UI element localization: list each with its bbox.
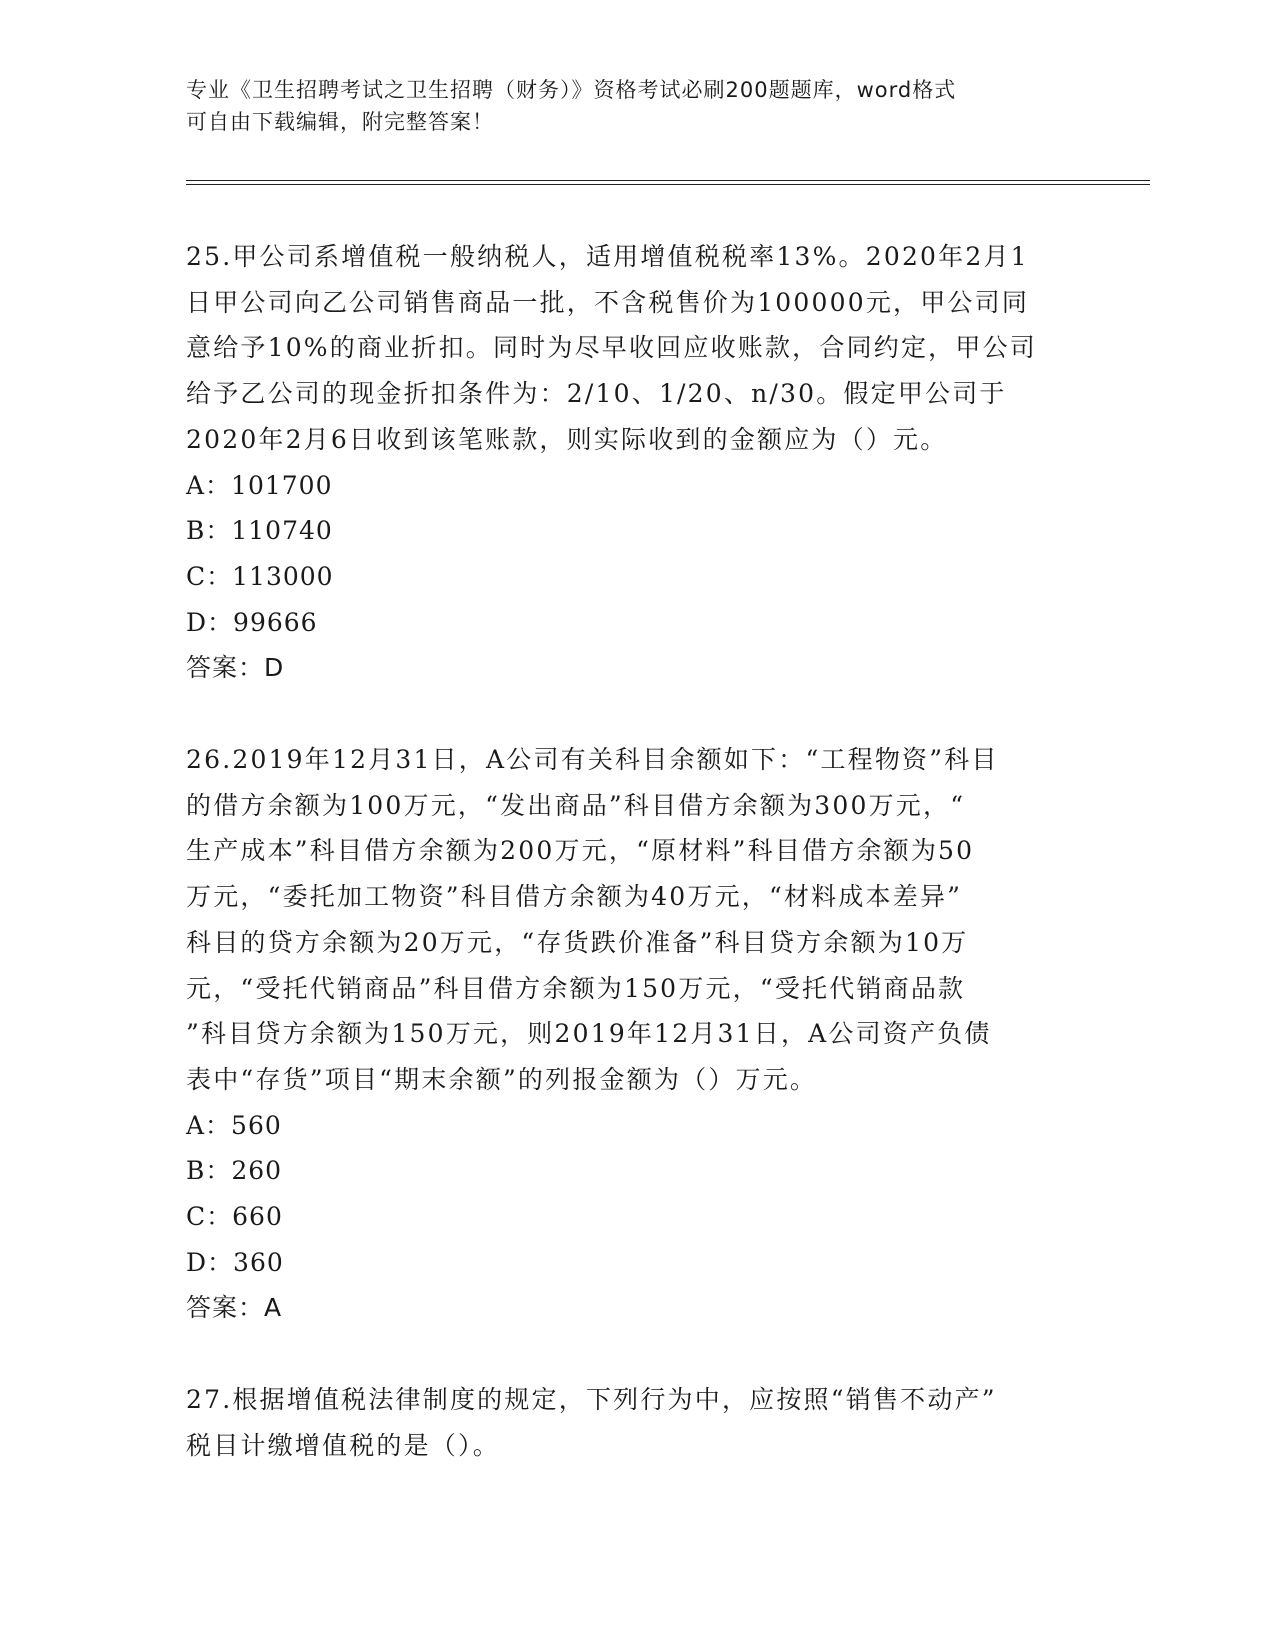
header-divider-bottom: [186, 184, 1150, 185]
option-d: D：360: [186, 1247, 284, 1277]
document-header: [186, 74, 1086, 138]
option-d: D：99666: [186, 607, 318, 637]
option-c: C：660: [186, 1202, 283, 1232]
question-text-line: 意给予10%的商业折扣。同时为尽早收回应收账款，合同约定，甲公司: [186, 333, 1037, 363]
question-text-line: 科目的贷方余额为20万元，“存货跌价准备”科目贷方余额为10万: [186, 927, 969, 957]
question-text-line: ”科目贷方余额为150万元，则2019年12月31日，A公司资产负债: [186, 1019, 992, 1049]
question-text-line: 的借方余额为100万元，“发出商品”科目借方余额为300万元，“: [186, 790, 966, 820]
question-27: [186, 1377, 1086, 1468]
option-b: B：260: [186, 1156, 283, 1186]
question-text-line: 给予乙公司的现金折扣条件为：2/10、1/20、n/30。假定甲公司于: [186, 379, 1007, 409]
question-text-line: 26.2019年12月31日，A公司有关科目余额如下：“工程物资”科目: [186, 745, 999, 775]
question-text-line: 日甲公司向乙公司销售商品一批，不含税售价为100000元，甲公司同: [186, 287, 1030, 317]
question-text-line: 税目计缴增值税的是（）。: [186, 1430, 500, 1460]
question-text-line: 万元，“委托加工物资”科目借方余额为40万元，“材料成本差异”: [186, 882, 963, 912]
header-divider-top: [186, 180, 1150, 181]
document-body: [186, 234, 1086, 1515]
option-a: A：101700: [186, 470, 333, 500]
question-text-line: 表中“存货”项目“期末余额”的列报金额为（）万元。: [186, 1064, 818, 1094]
option-b: B：110740: [186, 516, 333, 546]
option-a: A：560: [186, 1110, 282, 1140]
question-text-line: 25.甲公司系增值税一般纳税人，适用增值税税率13%。2020年2月1: [186, 242, 1029, 271]
header-line-2: 可自由下载编辑，附完整答案！: [186, 110, 494, 134]
option-c: C：113000: [186, 561, 334, 591]
header-line-1: 专业《卫生招聘考试之卫生招聘（财务）》资格考试必刷200题题库，word格式: [186, 78, 957, 102]
question-25: [186, 234, 1086, 691]
question-text-line: 27.根据增值税法律制度的规定，下列行为中，应按照“销售不动产”: [186, 1385, 997, 1415]
answer-text: 答案：D: [186, 653, 285, 683]
question-text-line: 2020年2月6日收到该笔账款，则实际收到的金额应为（）元。: [186, 424, 948, 454]
question-text-line: 生产成本”科目借方余额为200万元，“原材料”科目借方余额为50: [186, 836, 975, 866]
question-26: [186, 737, 1086, 1331]
question-text-line: 元，“受托代销商品”科目借方余额为150万元，“受托代销商品款: [186, 973, 966, 1003]
answer-text: 答案：A: [186, 1293, 283, 1323]
